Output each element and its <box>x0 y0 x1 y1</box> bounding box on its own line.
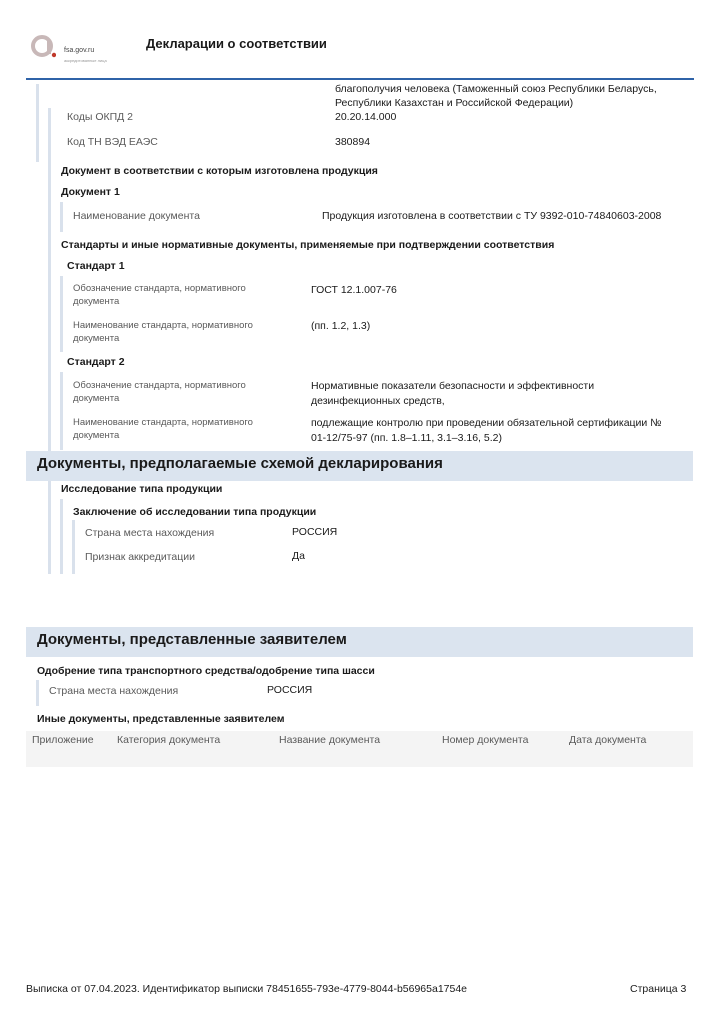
page-number: Страница 3 <box>630 983 687 995</box>
accreditation-value: Да <box>292 550 305 562</box>
continuation-text: благополучия человека (Таможенный союз Республики Беларусь, <box>335 83 657 95</box>
continuation-text: Республики Казахстан и Российской Федерации) <box>335 97 574 109</box>
applicant-country-value: РОССИЯ <box>267 684 313 696</box>
header-divider <box>26 78 694 80</box>
section-rule <box>48 108 51 162</box>
doc-name-value: Продукция изготовлена в соответствии с ТУ 9392-010-74840603-2008 <box>322 210 662 222</box>
s2-designation-label: Обозначение стандарта, нормативного <box>73 380 246 391</box>
extract-info: Выписка от 07.04.2023. Идентификатор выписки 78451655-793e-4779-8044-b56965a1754e <box>26 983 468 995</box>
s1-designation-value: ГОСТ 12.1.007-76 <box>311 284 397 296</box>
okpd-value: 20.20.14.000 <box>335 111 397 123</box>
fsa-logo-icon <box>30 33 56 59</box>
standard2-heading: Стандарт 2 <box>67 356 125 368</box>
section-rule <box>60 202 63 232</box>
page-title: Декларации о соответствии <box>146 36 327 51</box>
applicant-docs-title: Документы, представленные заявителем <box>37 631 347 648</box>
s1-designation-label: документа <box>73 296 120 307</box>
standards-heading: Стандарты и иные нормативные документы, применяемые при подтверждении соответствия <box>61 239 555 251</box>
s2-designation-value: Нормативные показатели безопасности и эффективности <box>311 380 595 392</box>
s2-name-label: документа <box>73 430 120 441</box>
section-rule <box>72 520 75 574</box>
research-heading: Исследование типа продукции <box>61 483 223 495</box>
section-rule <box>48 162 51 574</box>
column-header: Номер документа <box>442 734 529 746</box>
column-header: Категория документа <box>117 734 221 746</box>
production-doc-heading: Документ в соответствии с которым изготовлена продукция <box>61 165 378 177</box>
s1-designation-label: Обозначение стандарта, нормативного <box>73 283 246 294</box>
tnved-value: 380894 <box>335 136 371 148</box>
s1-name-value: (пп. 1.2, 1.3) <box>311 320 371 332</box>
tnved-label: Код ТН ВЭД ЕАЭС <box>67 136 158 148</box>
country-value: РОССИЯ <box>292 526 338 538</box>
applicant-docs-band <box>26 627 693 657</box>
applicant-country-label: Страна места нахождения <box>49 685 179 697</box>
section-rule <box>60 276 63 352</box>
section-rule <box>36 680 39 706</box>
s2-name-label: Наименование стандарта, нормативного <box>73 417 253 428</box>
column-header: Приложение <box>32 734 94 746</box>
approval-heading: Одобрение типа транспортного средства/одобрение типа шасси <box>37 665 375 677</box>
section-rule <box>36 84 39 162</box>
s1-name-label: документа <box>73 333 120 344</box>
standard1-heading: Стандарт 1 <box>67 260 125 272</box>
section-rule <box>60 499 63 574</box>
okpd-label: Коды ОКПД 2 <box>67 111 134 123</box>
logo-subtitle: аккредитованные лица <box>64 58 107 63</box>
doc-name-label: Наименование документа <box>73 210 200 222</box>
doc1-heading: Документ 1 <box>61 186 120 198</box>
s2-designation-value: дезинфекционных средств, <box>311 395 445 407</box>
accreditation-label: Признак аккредитации <box>85 551 195 563</box>
s2-name-value: 01-12/75-97 (пп. 1.8–1.11, 3.1–3.16, 5.2) <box>311 432 502 444</box>
s2-name-value: подлежащие контролю при проведении обязательной сертификации № <box>311 417 662 429</box>
conclusion-heading: Заключение об исследовании типа продукции <box>73 506 317 518</box>
other-docs-table-header <box>26 731 693 767</box>
section-rule <box>60 372 63 450</box>
scheme-docs-title: Документы, предполагаемые схемой декларирования <box>37 455 443 472</box>
logo-site-text: fsa.gov.ru <box>64 47 95 54</box>
scheme-docs-band <box>26 451 693 481</box>
other-docs-heading: Иные документы, представленные заявителем <box>37 713 285 725</box>
column-header: Название документа <box>279 734 381 746</box>
s1-name-label: Наименование стандарта, нормативного <box>73 320 253 331</box>
s2-designation-label: документа <box>73 393 120 404</box>
country-label: Страна места нахождения <box>85 527 215 539</box>
column-header: Дата документа <box>569 734 647 746</box>
